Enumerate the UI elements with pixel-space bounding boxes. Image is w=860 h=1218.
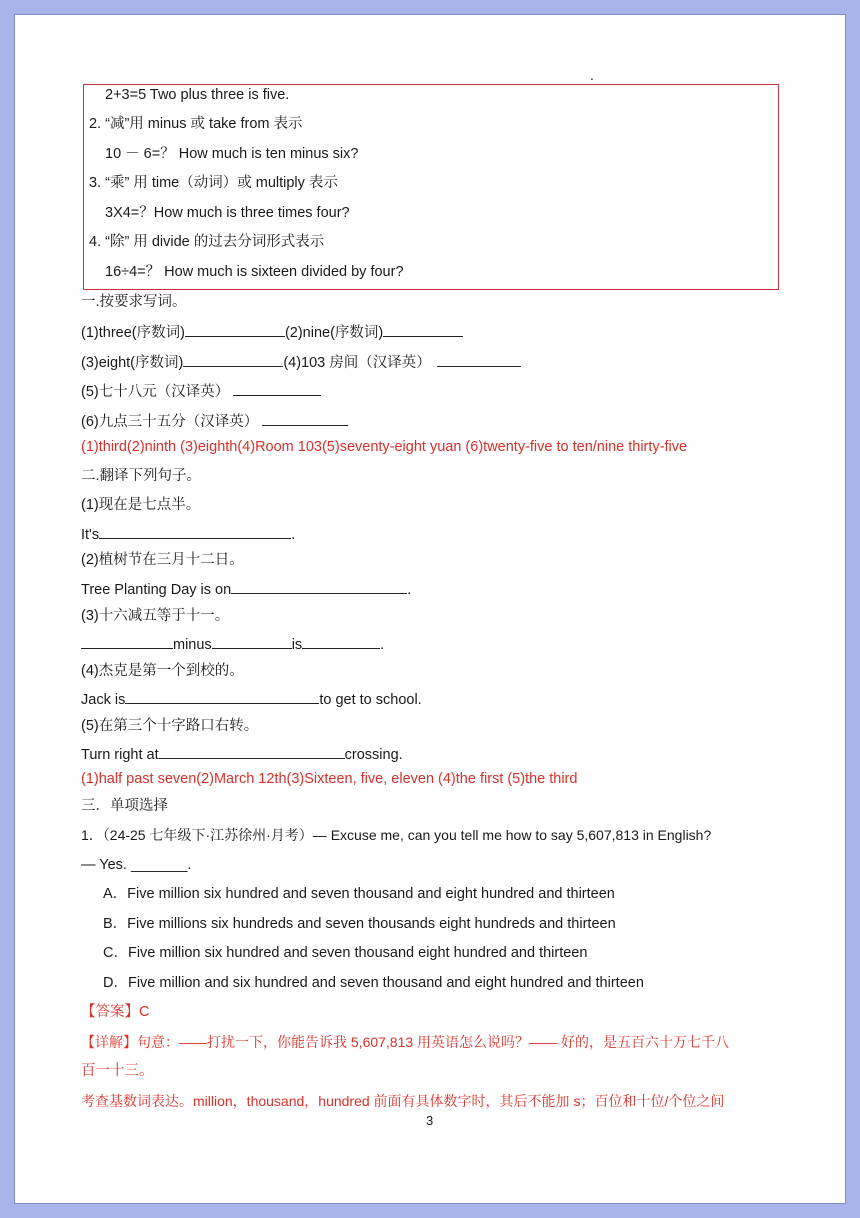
section3-title: 三．单项选择 bbox=[81, 798, 168, 814]
section2-q5: (5)在第三个十字路口右转。 bbox=[81, 718, 259, 734]
section2-q3-line bbox=[81, 634, 384, 654]
option-d[interactable]: D．Five million and six hundred and seven thousand and eight hundred and thirteen bbox=[103, 975, 644, 991]
section2-q4: (4)杰克是第一个到校的。 bbox=[81, 663, 244, 679]
question-stem: 1．（24-25 七年级下·江苏徐州·月考）— Excuse me, can you tell me how to say 5,607,813 in English? bbox=[81, 827, 712, 843]
answer-blank[interactable] bbox=[185, 322, 285, 337]
rule-line: 4. “除” 用 divide 的过去分词形式表示 bbox=[89, 234, 325, 250]
line-text: It's bbox=[81, 527, 100, 543]
option-c[interactable]: C．Five million six hundred and seven thousand eight hundred and thirteen bbox=[103, 945, 588, 961]
header-dot: . bbox=[590, 67, 594, 83]
q-label: (2)nine(序数词) bbox=[284, 325, 384, 341]
rule-line: 3X4=？How much is three times four? bbox=[105, 205, 350, 221]
line-text: minus bbox=[173, 637, 212, 653]
line-text: crossing. bbox=[344, 747, 403, 763]
answer-blank[interactable] bbox=[383, 322, 463, 337]
section2-q2: (2)植树节在三月十二日。 bbox=[81, 552, 244, 568]
section2-q2-line bbox=[81, 579, 411, 599]
detail-line: 考查基数词表达。million，thousand，hundred 前面有具体数字时，其后不能加 s；百位和十位/个位之间 bbox=[81, 1093, 725, 1109]
section1-q2 bbox=[81, 352, 521, 372]
section2-title: 二.翻译下列句子。 bbox=[81, 468, 202, 484]
section1-q1 bbox=[81, 322, 463, 342]
line-text: . bbox=[380, 637, 385, 653]
rule-line: 16÷4=？ How much is sixteen divided by four? bbox=[105, 264, 404, 280]
detail-line: 【详解】句意：——打扰一下，你能告诉我 5,607,813 用英语怎么说吗？—— 好的，是五百六十万七千八 bbox=[81, 1034, 729, 1050]
line-text: to get to school. bbox=[319, 692, 422, 708]
section1-title: 一.按要求写词。 bbox=[81, 294, 187, 310]
line-text: Tree Planting Day is on bbox=[81, 582, 232, 598]
option-a[interactable]: A．Five million six hundred and seven thousand and eight hundred and thirteen bbox=[103, 886, 615, 902]
answer-blank[interactable] bbox=[99, 524, 291, 539]
section2-q1-line bbox=[81, 524, 295, 544]
section2-q5-line bbox=[81, 744, 403, 764]
line-text: . bbox=[291, 527, 296, 543]
line-text: Jack is bbox=[81, 692, 126, 708]
answer-blank[interactable] bbox=[212, 634, 292, 649]
answer-blank[interactable] bbox=[233, 381, 321, 396]
document-page bbox=[14, 14, 846, 1204]
section1-q4 bbox=[81, 411, 348, 431]
answer-blank[interactable] bbox=[437, 352, 521, 367]
q-label: (5)七十八元（汉译英） bbox=[81, 384, 230, 400]
section1-answer: (1)third(2)ninth (3)eighth(4)Room 103(5)seventy-eight yuan (6)twenty-five to ten/nine thirty-five bbox=[81, 439, 688, 455]
section1-q3 bbox=[81, 381, 321, 401]
rule-line: 2+3=5 Two plus three is five. bbox=[105, 87, 290, 103]
line-text: . bbox=[407, 582, 412, 598]
answer-blank[interactable] bbox=[159, 744, 345, 759]
q-label: (1)three(序数词) bbox=[81, 325, 185, 341]
answer-blank[interactable] bbox=[302, 634, 380, 649]
option-b[interactable]: B．Five millions six hundreds and seven thousands eight hundreds and thirteen bbox=[103, 916, 616, 932]
page-number: 3 bbox=[426, 1113, 434, 1128]
rule-line: 3. “乘” 用 time（动词）或 multiply 表示 bbox=[89, 175, 338, 191]
line-text: is bbox=[291, 637, 303, 653]
answer-blank[interactable] bbox=[125, 689, 319, 704]
answer-blank[interactable] bbox=[183, 352, 283, 367]
detail-line: 百一十三。 bbox=[81, 1063, 154, 1079]
rule-line: 2. “减”用 minus 或 take from 表示 bbox=[89, 116, 303, 132]
line-text: Turn right at bbox=[81, 747, 159, 763]
section2-q1: (1)现在是七点半。 bbox=[81, 497, 201, 513]
question-reply: — Yes. _______. bbox=[81, 857, 192, 873]
section2-q4-line bbox=[81, 689, 422, 709]
answer-key: 【答案】C bbox=[81, 1004, 150, 1020]
q-label: (6)九点三十五分（汉译英） bbox=[81, 414, 259, 430]
q-label: (4)103 房间（汉译英） bbox=[283, 355, 431, 371]
answer-blank[interactable] bbox=[262, 411, 348, 426]
q-label: (3)eight(序数词) bbox=[81, 355, 184, 371]
answer-blank[interactable] bbox=[231, 579, 407, 594]
rule-line: 10 － 6=？ How much is ten minus six? bbox=[105, 146, 359, 162]
section2-q3: (3)十六减五等于十一。 bbox=[81, 608, 230, 624]
answer-blank[interactable] bbox=[81, 634, 173, 649]
section2-answer: (1)half past seven(2)March 12th(3)Sixteen, five, eleven (4)the first (5)the third bbox=[81, 771, 578, 787]
